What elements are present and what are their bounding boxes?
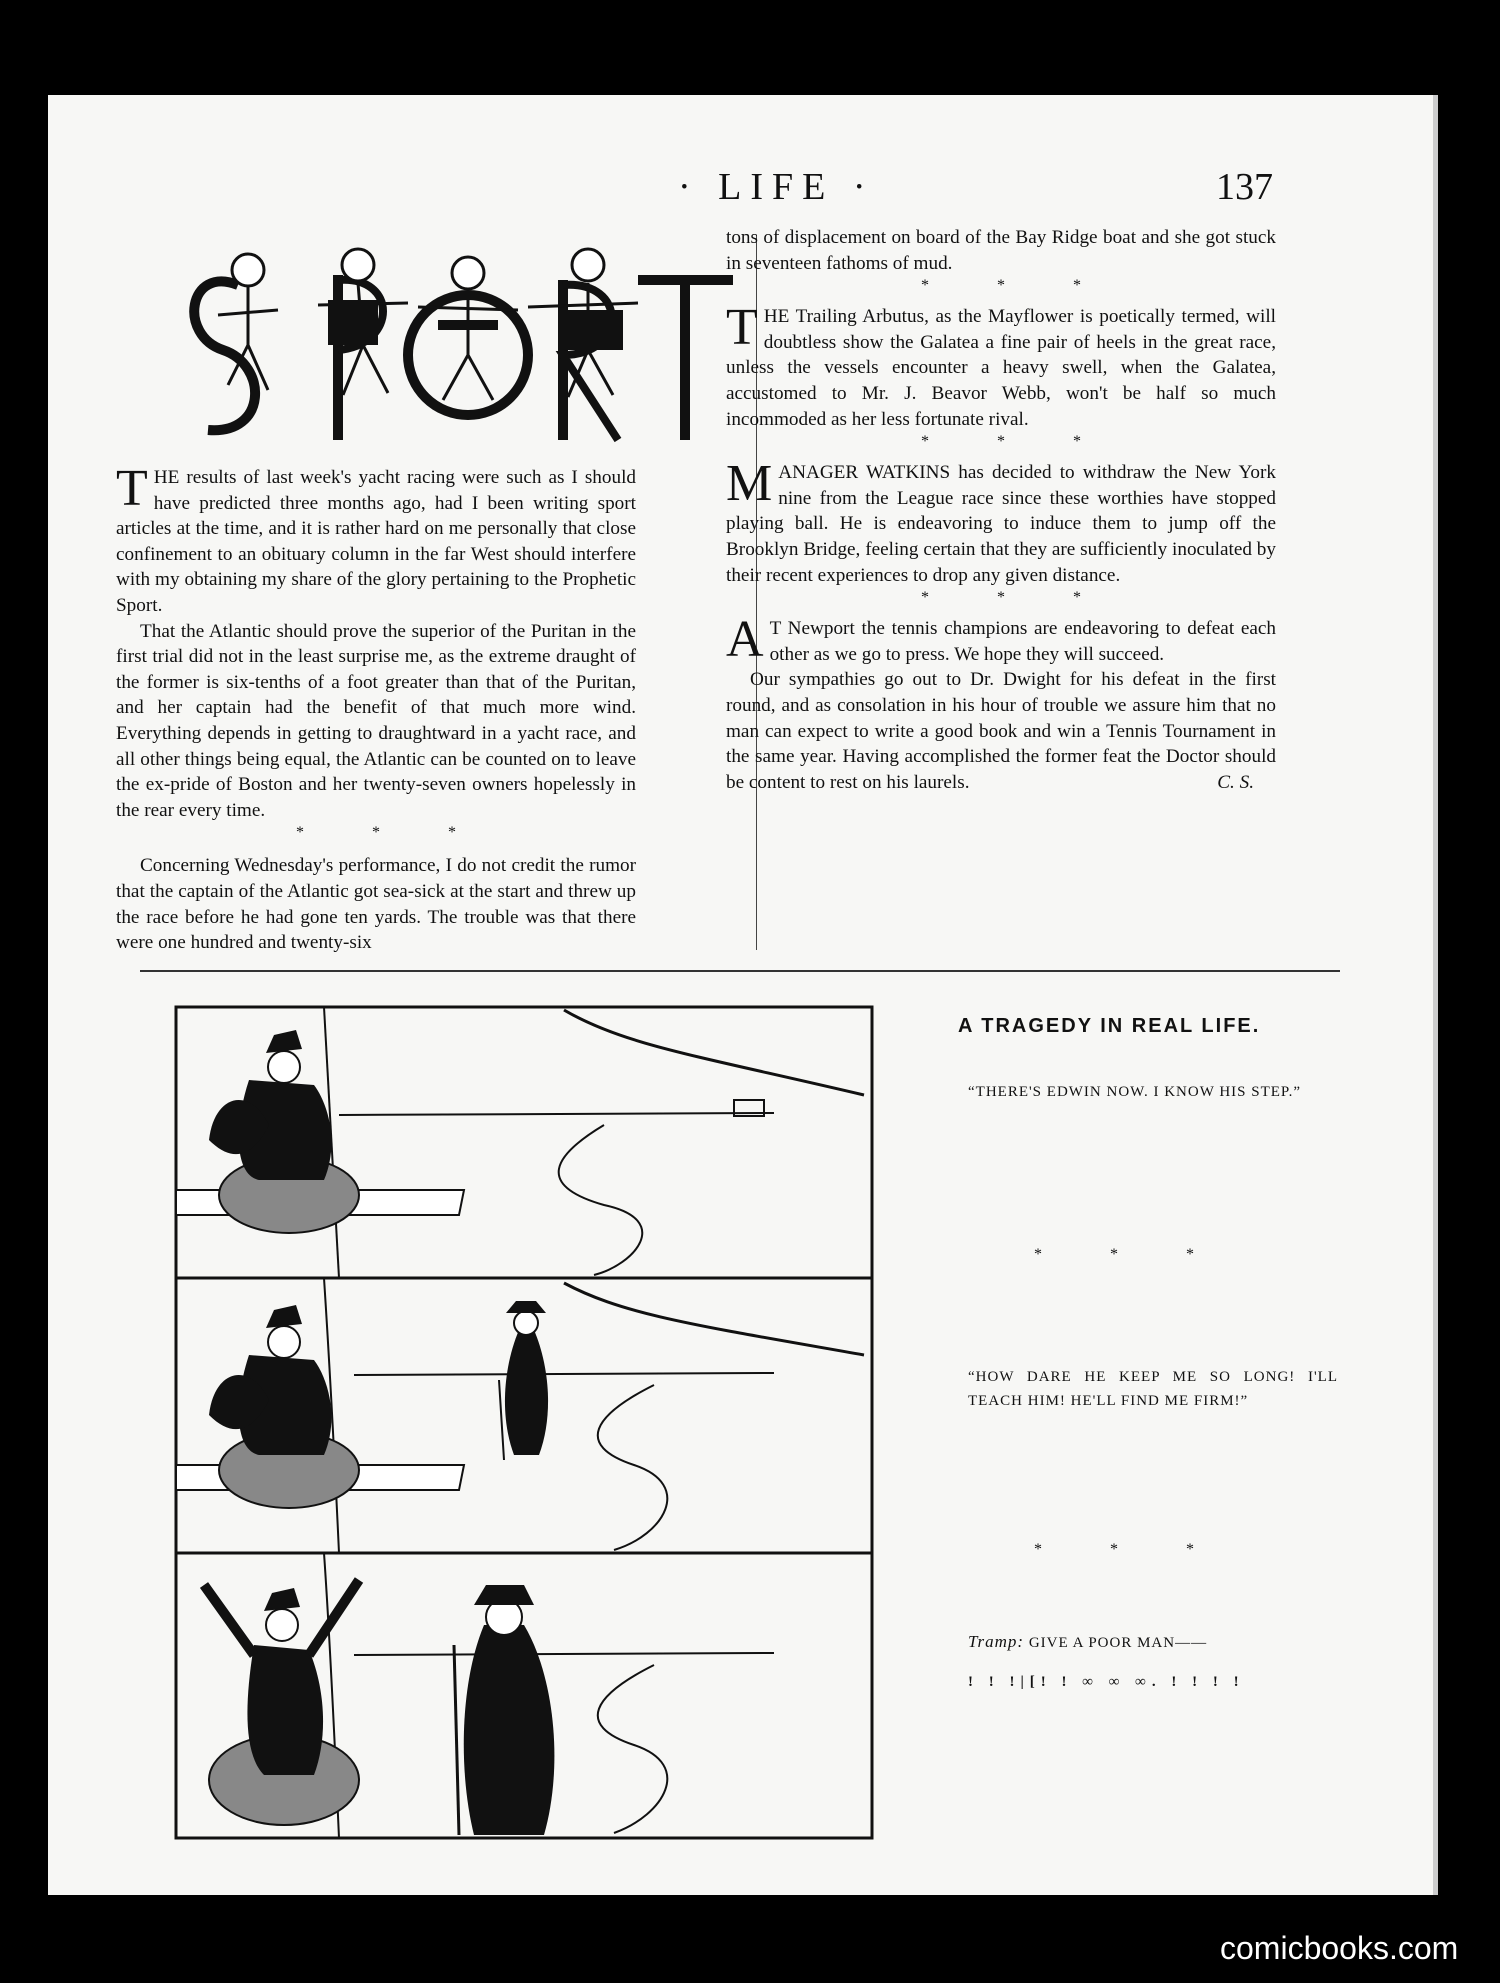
section-divider-stars: * * * xyxy=(921,589,1113,607)
caption-divider-stars: * * * xyxy=(1034,1541,1226,1558)
paragraph-displacement: tons of displacement on board of the Bay Ridge boat and she got stuck in seventeen fathoms of mud. xyxy=(726,227,1276,274)
sport-banner-illustration xyxy=(168,225,738,465)
page-spine xyxy=(1433,95,1438,1895)
section-divider-stars: * * * xyxy=(296,824,488,842)
horizontal-rule xyxy=(140,970,1340,972)
right-article-column xyxy=(726,225,1276,795)
paragraph-wednesday: Concerning Wednesday's performance, I do not credit the rumor that the captain of the Atlantic got sea-sick at the start and threw up the race before he had gone ten yards. The trouble was that there were one hundred and twenty-six xyxy=(116,855,636,954)
comic-panel-3 xyxy=(204,1553,774,1838)
section-divider-stars: * * * xyxy=(921,433,1113,451)
comic-caption-3: Tramp: GIVE A POOR MAN—— xyxy=(968,1632,1208,1651)
section-divider-stars: * * * xyxy=(921,277,1113,295)
paragraph-intro: THE results of last week's yacht racing were such as I should have predicted three months ago, had I been writing sport articles at the time, and it is rather hard on me personally that close confinement to an obituary column in the far West should interfere with my obtaining my share of the glory pertaining to the Prophetic Sport. xyxy=(116,460,636,616)
comic-panel-2 xyxy=(176,1278,864,1553)
paragraph-atlantic: That the Atlantic should prove the superior of the Puritan in the first trial did not in the least surprise me, as the extreme draught of the former is six-tenths of a foot greater than that of the Puritan, and her captain had the benefit of that much more wind. Everything depends in getting to draughtward in a yacht race, and all other things being equal, the Atlantic can be counted on to leave the ex-pride of Boston and her twenty-seven owners hopelessly in the rear every time. xyxy=(116,620,636,821)
comic-caption-1: “THERE'S EDWIN NOW. I KNOW HIS STEP.” xyxy=(968,1084,1302,1100)
comic-panel-1 xyxy=(176,1007,864,1278)
page-number: 137 xyxy=(1216,166,1273,208)
comic-title: A TRAGEDY IN REAL LIFE. xyxy=(958,1015,1261,1037)
paragraph-newport: A T Newport the tennis champions are endeavoring to defeat each other as we go to press. We hope they will succeed. xyxy=(726,611,1276,669)
drop-cap: A xyxy=(726,611,764,669)
paragraph-dr-dwight: Our sympathies go out to Dr. Dwight for his defeat in the first round, and as consolation in his hour of trouble we assure him that no man can expect to write a good book and win a Tennis Tournament in the same year. Having accomplished the former feat the Doctor should be content to rest on his laurels. C. S. xyxy=(726,667,1276,795)
speaker-label: Tramp: xyxy=(968,1632,1025,1651)
comic-caption-column xyxy=(908,1015,1338,1690)
drop-cap: M xyxy=(726,455,773,513)
comic-caption-2: “HOW DARE HE KEEP ME SO LONG! I'LL TEACH HIM! HE'LL FIND ME FIRM!” xyxy=(968,1369,1338,1409)
drop-cap: T xyxy=(726,299,758,357)
drop-cap: T xyxy=(116,460,148,517)
paragraph-trailing-arbutus: THE Trailing Arbutus, as the Mayflower is poetically termed, will doubtless show the Galatea a fine pair of heels in the great race, unless the vessels encounter a heavy swell, when the Galatea, accustomed to Mr. J. Beavor Webb, won't be half so much incommoded as her less fortunate rival. xyxy=(726,299,1276,430)
left-article-column xyxy=(116,460,636,956)
caption-divider-stars: * * * xyxy=(1034,1246,1226,1263)
comic-exclamations: ! ! !|[! ! ∞ ∞ ∞. ! ! ! ! xyxy=(968,1674,1245,1690)
magazine-title: · LIFE · xyxy=(678,166,875,208)
magazine-page xyxy=(48,95,1438,1895)
watermark-text: comicbooks.com xyxy=(1220,1930,1459,1966)
paragraph-manager-watkins: MANAGER WATKINS has decided to withdraw the New York nine from the League race since these worthies have stopped playing ball. He is endeavoring to induce them to jump off the Brooklyn Bridge, feeling certain that they are sufficiently inoculated by their recent experiences to drop any given distance. xyxy=(726,455,1276,586)
author-signature: C. S. xyxy=(1217,771,1254,793)
comic-strip xyxy=(174,1005,874,1840)
